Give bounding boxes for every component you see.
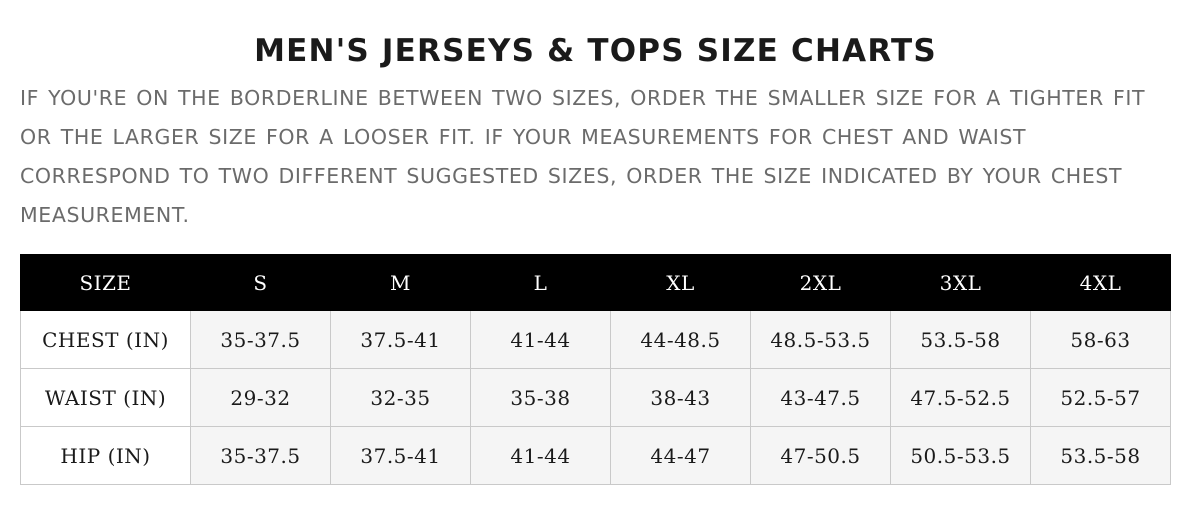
size-chart-table xyxy=(20,254,1171,485)
table-header-row xyxy=(21,255,1171,311)
cell-hip-l: 41-44 xyxy=(471,427,611,485)
cell-chest-s: 35-37.5 xyxy=(191,311,331,369)
page-title: MEN'S JERSEYS & TOPS SIZE CHARTS xyxy=(254,33,937,69)
column-header-3xl: 3XL xyxy=(891,255,1031,311)
cell-chest-m: 37.5-41 xyxy=(331,311,471,369)
column-header-size: SIZE xyxy=(21,255,191,311)
cell-waist-s: 29-32 xyxy=(191,369,331,427)
cell-hip-xl: 44-47 xyxy=(611,427,751,485)
row-label-waist: WAIST (IN) xyxy=(21,369,191,427)
table-row xyxy=(21,427,1171,485)
cell-chest-4xl: 58-63 xyxy=(1031,311,1171,369)
column-header-2xl: 2XL xyxy=(751,255,891,311)
cell-hip-m: 37.5-41 xyxy=(331,427,471,485)
cell-waist-4xl: 52.5-57 xyxy=(1031,369,1171,427)
column-header-xl: XL xyxy=(611,255,751,311)
column-header-s: S xyxy=(191,255,331,311)
column-header-l: L xyxy=(471,255,611,311)
table-header xyxy=(21,255,1171,311)
cell-chest-3xl: 53.5-58 xyxy=(891,311,1031,369)
cell-chest-xl: 44-48.5 xyxy=(611,311,751,369)
column-header-4xl: 4XL xyxy=(1031,255,1171,311)
size-chart-table-wrapper xyxy=(20,254,1171,485)
cell-chest-2xl: 48.5-53.5 xyxy=(751,311,891,369)
row-label-hip: HIP (IN) xyxy=(21,427,191,485)
column-header-m: M xyxy=(331,255,471,311)
cell-hip-3xl: 50.5-53.5 xyxy=(891,427,1031,485)
cell-hip-s: 35-37.5 xyxy=(191,427,331,485)
row-label-chest: CHEST (IN) xyxy=(21,311,191,369)
cell-waist-m: 32-35 xyxy=(331,369,471,427)
cell-waist-l: 35-38 xyxy=(471,369,611,427)
cell-waist-3xl: 47.5-52.5 xyxy=(891,369,1031,427)
cell-waist-xl: 38-43 xyxy=(611,369,751,427)
cell-hip-4xl: 53.5-58 xyxy=(1031,427,1171,485)
intro-paragraph: IF YOU'RE ON THE BORDERLINE BETWEEN TWO SIZES, ORDER THE SMALLER SIZE FOR A TIGHTER FIT OR THE LARGER SIZE FOR A LOOSER FIT. IF YOUR MEASUREMENTS FOR CHEST AND WAIST CORRESPOND TO TWO DIFFERENT SUGGESTED SIZES, ORDER THE SIZE INDICATED BY YOUR CHEST MEASUREMENT. xyxy=(20,86,1146,227)
cell-hip-2xl: 47-50.5 xyxy=(751,427,891,485)
table-row xyxy=(21,369,1171,427)
table-row xyxy=(21,311,1171,369)
cell-chest-l: 41-44 xyxy=(471,311,611,369)
cell-waist-2xl: 43-47.5 xyxy=(751,369,891,427)
table-body xyxy=(21,311,1171,485)
